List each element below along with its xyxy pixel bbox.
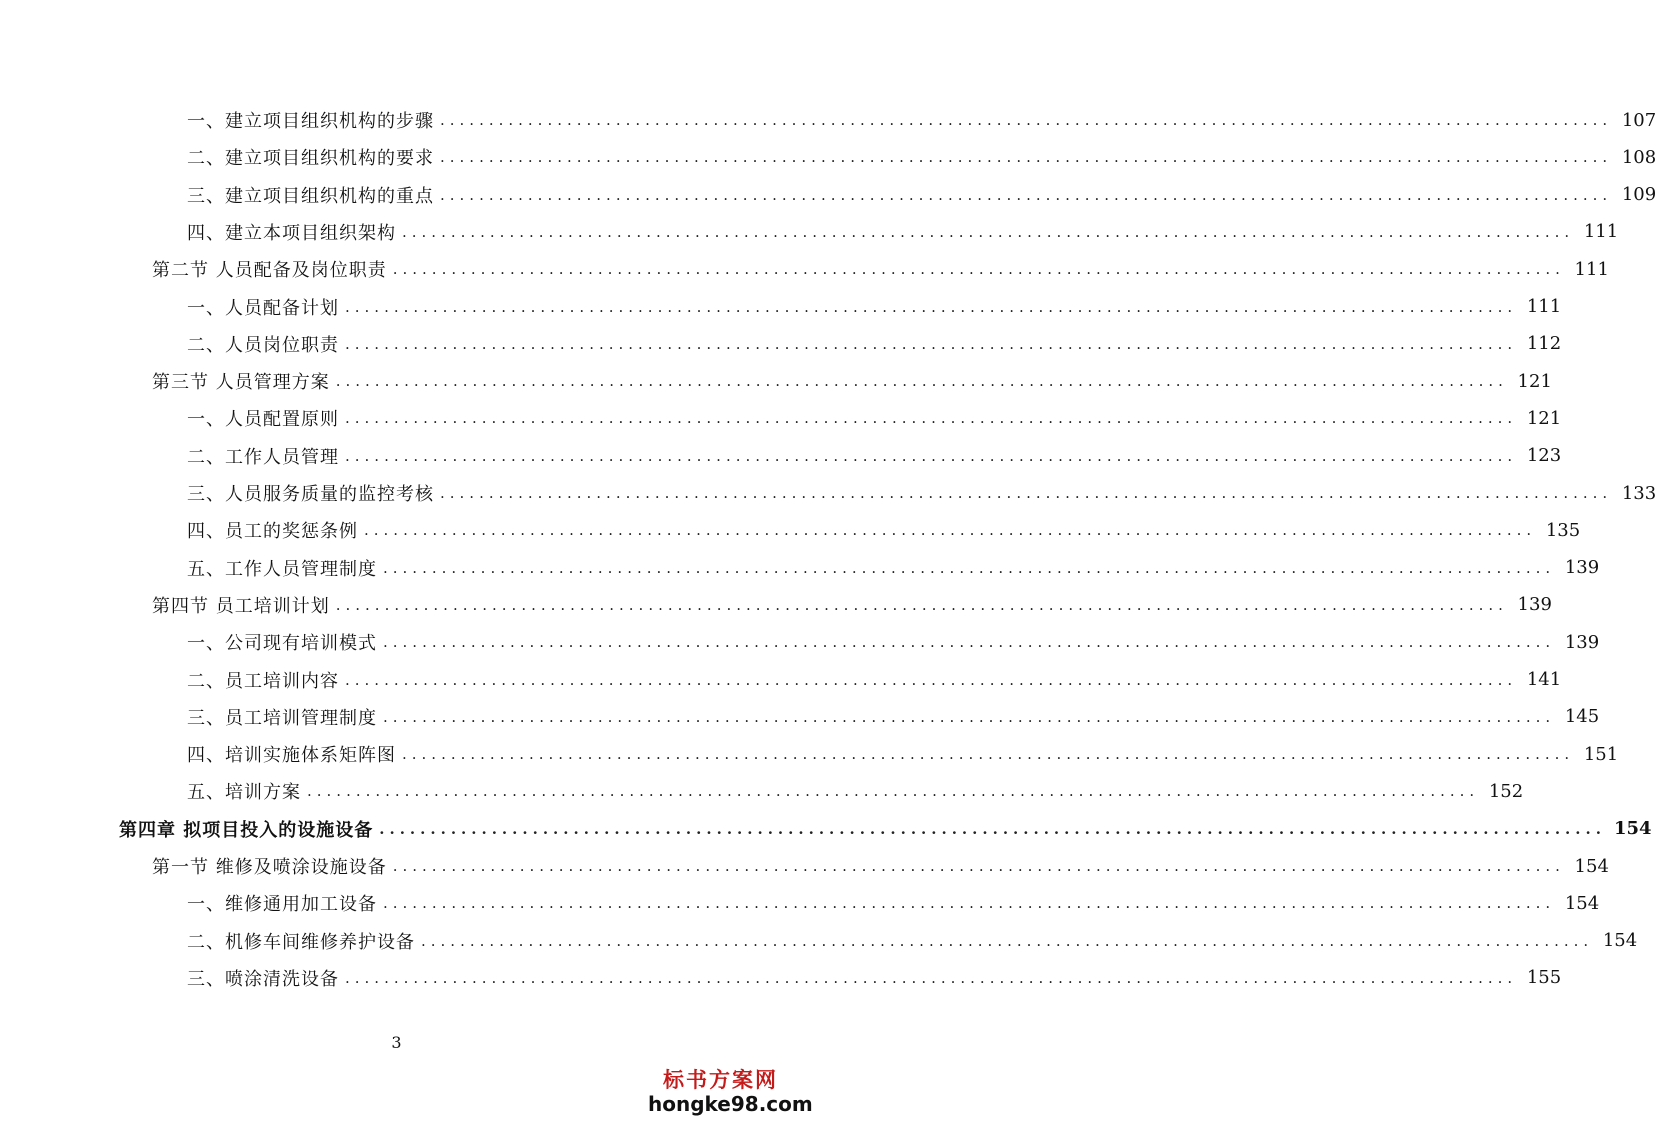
toc-entry-label: 第二节 人员配备及岗位职责	[152, 260, 387, 282]
toc-subsection-entry[interactable]	[187, 329, 1562, 359]
toc-subsection-entry[interactable]	[187, 292, 1562, 322]
toc-entry-label: 一、维修通用加工设备	[187, 894, 377, 916]
toc-entry-label: 二、机修车间维修养护设备	[187, 931, 415, 953]
toc-entry-label: 五、培训方案	[187, 782, 301, 804]
toc-entry-page: 139	[1517, 594, 1552, 616]
toc-entry-label: 四、员工的奖惩条例	[187, 521, 358, 543]
watermark-chinese-text: 标书方案网	[663, 1068, 778, 1092]
toc-section-entry[interactable]	[152, 590, 1552, 620]
toc-subsection-entry[interactable]	[187, 627, 1600, 657]
toc-leader-dots: ........................................................................................................................	[364, 521, 1537, 540]
toc-entry-label: 第一节 维修及喷涂设施设备	[152, 857, 387, 878]
toc-leader-dots: ........................................................................................................................	[402, 222, 1575, 241]
toc-entry-page: 145	[1564, 706, 1600, 728]
toc-leader-dots: ........................................................................................................................	[392, 260, 1565, 279]
toc-chapter-entry[interactable]	[119, 814, 1652, 844]
toc-entry-page: 139	[1564, 631, 1600, 653]
toc-entry-page: 152	[1488, 780, 1524, 802]
toc-leader-dots: ........................................................................................................................	[392, 857, 1565, 875]
toc-leader-dots: ........................................................................................................................	[383, 633, 1556, 652]
toc-subsection-entry[interactable]	[187, 702, 1600, 732]
toc-leader-dots: ........................................................................................................................	[402, 745, 1575, 764]
toc-entry-page: 154	[1602, 930, 1638, 952]
toc-entry-label: 三、人员服务质量的监控考核	[187, 484, 434, 505]
toc-entry-page: 151	[1583, 743, 1619, 765]
toc-section-entry[interactable]	[152, 366, 1552, 396]
toc-leader-dots: ........................................................................................................................	[440, 484, 1613, 502]
toc-subsection-entry[interactable]	[187, 441, 1562, 471]
toc-entry-page: 154	[1574, 855, 1609, 877]
toc-entry-label: 三、喷涂清洗设备	[187, 968, 339, 990]
toc-entry-page: 123	[1526, 445, 1562, 467]
toc-subsection-entry[interactable]	[187, 105, 1656, 135]
toc-entry-label: 一、人员配置原则	[187, 409, 339, 431]
toc-subsection-entry[interactable]	[187, 963, 1562, 993]
toc-entry-page: 112	[1526, 333, 1562, 355]
toc-entry-page: 108	[1621, 146, 1656, 168]
toc-entry-page: 111	[1574, 258, 1609, 280]
toc-entry-label: 五、工作人员管理制度	[187, 558, 377, 580]
site-watermark	[648, 1068, 813, 1116]
toc-entry-label: 四、培训实施体系矩阵图	[187, 745, 396, 767]
toc-entry-label: 四、建立本项目组织架构	[187, 222, 396, 244]
toc-entry-page: 155	[1526, 967, 1562, 989]
toc-entry-label: 三、员工培训管理制度	[187, 707, 377, 729]
toc-section-entry[interactable]	[152, 851, 1609, 881]
toc-leader-dots: ........................................................................................................................	[345, 297, 1518, 316]
toc-entry-page: 135	[1545, 519, 1581, 541]
toc-leader-dots: ........................................................................................................................	[421, 931, 1594, 950]
toc-entry-label: 一、建立项目组织机构的步骤	[187, 111, 434, 132]
toc-entry-label: 二、建立项目组织机构的要求	[187, 148, 434, 170]
toc-entry-label: 二、工作人员管理	[187, 446, 339, 468]
toc-subsection-entry[interactable]	[187, 926, 1638, 956]
toc-subsection-entry[interactable]	[187, 739, 1619, 769]
toc-leader-dots: ........................................................................................................................	[379, 819, 1606, 838]
toc-section-entry[interactable]	[152, 254, 1609, 284]
toc-subsection-entry[interactable]	[187, 553, 1600, 583]
toc-entry-label: 二、员工培训内容	[187, 670, 339, 692]
toc-leader-dots: ........................................................................................................................	[383, 707, 1556, 726]
toc-leader-dots: ........................................................................................................................	[345, 968, 1518, 987]
toc-leader-dots: ........................................................................................................................	[335, 372, 1508, 391]
toc-leader-dots: ........................................................................................................................	[345, 334, 1518, 353]
toc-entry-page: 154	[1564, 892, 1600, 914]
toc-entry-page: 154	[1613, 818, 1652, 840]
toc-subsection-entry[interactable]	[187, 888, 1600, 918]
toc-entry-page: 121	[1517, 370, 1552, 392]
toc-subsection-entry[interactable]	[187, 217, 1619, 247]
toc-entry-page: 121	[1526, 407, 1562, 429]
toc-leader-dots: ........................................................................................................................	[440, 148, 1613, 167]
toc-leader-dots: ........................................................................................................................	[307, 782, 1480, 801]
toc-entry-page: 133	[1621, 482, 1656, 504]
toc-entry-label: 一、公司现有培训模式	[187, 633, 377, 655]
toc-entry-label: 第四节 员工培训计划	[152, 595, 330, 617]
toc-entry-page: 139	[1564, 557, 1600, 579]
toc-entry-page: 111	[1526, 296, 1562, 317]
toc-leader-dots: ........................................................................................................................	[345, 446, 1518, 465]
toc-leader-dots: ........................................................................................................................	[335, 595, 1508, 614]
toc-leader-dots: ........................................................................................................................	[345, 409, 1518, 428]
toc-leader-dots: ........................................................................................................................	[383, 894, 1556, 913]
toc-subsection-entry[interactable]	[187, 403, 1562, 433]
toc-leader-dots: ........................................................................................................................	[440, 185, 1613, 204]
toc-entry-page: 141	[1526, 669, 1562, 690]
toc-subsection-entry[interactable]	[187, 515, 1581, 545]
toc-entry-label: 第三节 人员管理方案	[152, 372, 330, 394]
page-number: 3	[391, 1033, 402, 1052]
toc-entry-label: 一、人员配备计划	[187, 297, 339, 319]
toc-leader-dots: ........................................................................................................................	[383, 558, 1556, 577]
toc-leader-dots: ........................................................................................................................	[440, 111, 1613, 129]
toc-leader-dots: ........................................................................................................................	[345, 670, 1518, 689]
toc-subsection-entry[interactable]	[187, 478, 1656, 508]
toc-entry-label: 第四章 拟项目投入的设施设备	[119, 819, 374, 841]
toc-entry-page: 111	[1583, 221, 1619, 243]
toc-subsection-entry[interactable]	[187, 776, 1524, 806]
toc-subsection-entry[interactable]	[187, 180, 1656, 210]
toc-subsection-entry[interactable]	[187, 665, 1562, 695]
toc-entry-label: 二、人员岗位职责	[187, 334, 339, 356]
toc-entry-page: 107	[1621, 109, 1656, 131]
toc-subsection-entry[interactable]	[187, 142, 1656, 172]
toc-entry-label: 三、建立项目组织机构的重点	[187, 185, 434, 207]
watermark-domain-text: hongke98.com	[648, 1092, 813, 1116]
toc-entry-page: 109	[1621, 184, 1656, 206]
